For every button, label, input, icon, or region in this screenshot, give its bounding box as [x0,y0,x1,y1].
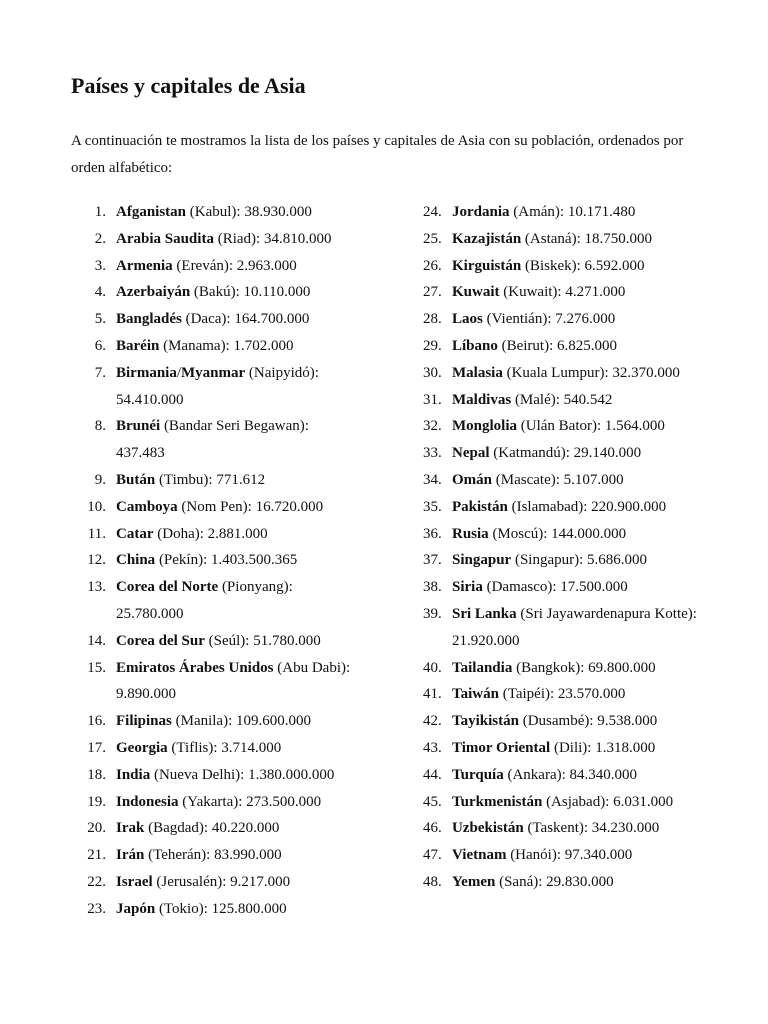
intro-paragraph: A continuación te mostramos la lista de los países y capitales de Asia con su población, ordenados por orden alfabético: [71,133,684,176]
capital-population: (Malé): 540.542 [511,391,613,408]
country-alt-name: Myanmar [181,364,246,381]
list-item-number: 34. [423,471,442,488]
capital-population: (Pionyang): 25.780.000 [116,579,293,622]
country-name: Brunéi [116,418,161,435]
country-name: Malasia [452,364,503,381]
capital-population: (Kuwait): 4.271.000 [499,284,626,301]
list-item-number: 8. [94,418,106,435]
list-item-number: 36. [423,525,442,542]
list-item [71,360,356,414]
country-name: Arabia Saudita [116,230,214,247]
list-item-number: 48. [423,873,442,890]
list-item-number: 47. [423,847,442,864]
list-item-number: 43. [423,739,442,756]
list-item [71,226,356,253]
capital-population: (Daca): 164.700.000 [181,311,310,328]
list-item [423,708,708,735]
country-name: Laos [452,311,483,328]
country-name: Emiratos Árabes Unidos [116,659,274,676]
country-name: Baréin [116,337,160,354]
country-name: Camboya [116,498,178,515]
list-item-number: 46. [423,820,442,837]
list-item [71,896,356,923]
list-item-number: 28. [423,311,442,328]
list-item [423,815,708,842]
list-item-number: 4. [94,284,106,301]
list-item-number: 16. [87,713,106,730]
list-item-number: 41. [423,686,442,703]
country-list-right [423,199,708,896]
list-item-number: 29. [423,337,442,354]
capital-population: (Dusambé): 9.538.000 [518,713,658,730]
list-item [423,681,708,708]
capital-population: (Yakarta): 273.500.000 [178,793,322,810]
country-name: Siria [452,579,483,596]
capital-population: (Asjabad): 6.031.000 [542,793,674,810]
list-item-number: 38. [423,579,442,596]
list-item-number: 5. [94,311,106,328]
country-name: Azerbaiyán [116,284,191,301]
list-item-number: 37. [423,552,442,569]
list-item-number: 21. [87,847,106,864]
list-item-number: 32. [423,418,442,435]
list-item-number: 35. [423,498,442,515]
list-item-number: 39. [423,605,442,622]
country-name: Tayikistán [452,713,519,730]
country-name: Afganistan [116,204,187,220]
country-name: Irán [116,847,145,864]
capital-population: (Damasco): 17.500.000 [482,579,628,596]
capital-population: (Bangkok): 69.800.000 [512,659,656,676]
list-item [71,333,356,360]
list-item [423,333,708,360]
list-item [423,574,708,601]
capital-population: (Bakú): 10.110.000 [190,284,311,301]
list-item-number: 24. [423,204,442,220]
capital-population: (Amán): 10.171.480 [509,204,636,220]
country-name: Pakistán [452,498,508,515]
capital-population: (Tiflis): 3.714.000 [167,739,282,756]
country-separator: / [176,364,182,381]
capital-population: (Teherán): 83.990.000 [144,847,282,864]
list-item [71,413,356,467]
country-name: Indonesia [116,793,179,810]
list-item [71,279,356,306]
country-name: Sri Lanka [452,605,517,622]
list-item [423,306,708,333]
country-name: Turkmenistán [452,793,543,810]
capital-population: (Vientián): 7.276.000 [482,311,616,328]
country-name: Japón [116,900,156,917]
list-item-number: 10. [87,498,106,515]
capital-population: (Astaná): 18.750.000 [521,230,652,247]
country-name: Corea del Sur [116,632,205,649]
capital-population: (Saná): 29.830.000 [495,873,614,890]
capital-population: (Jerusalén): 9.217.000 [152,873,291,890]
list-item-number: 13. [87,579,106,596]
list-item-number: 11. [87,525,106,542]
list-item-number: 42. [423,713,442,730]
capital-population: (Ulán Bator): 1.564.000 [517,418,665,435]
list-item-number: 3. [94,257,106,274]
list-item [423,735,708,762]
capital-population: (Beirut): 6.825.000 [497,337,618,354]
list-item-number: 20. [87,820,106,837]
country-name: Birmania [116,364,177,381]
country-name: Tailandia [452,659,513,676]
country-name: Monglolia [452,418,518,435]
capital-population: (Nueva Delhi): 1.380.000.000 [150,766,335,783]
country-name: Omán [452,471,493,488]
list-item [71,199,356,226]
capital-population: (Taipéi): 23.570.000 [498,686,626,703]
list-item [71,306,356,333]
country-name: Rusia [452,525,489,542]
list-item [423,789,708,816]
country-name: Corea del Norte [116,579,219,596]
list-item [423,494,708,521]
country-list-left [71,199,356,923]
list-item-number: 26. [423,257,442,274]
country-name: Nepal [452,445,490,462]
list-item-number: 22. [87,873,106,890]
list-item-number: 12. [87,552,106,569]
country-name: Armenia [116,257,173,274]
capital-population: (Manama): 1.702.000 [159,337,294,354]
capital-population: (Biskek): 6.592.000 [521,257,645,274]
country-name: Vietnam [452,847,507,864]
list-item [71,628,356,655]
country-name: Jordania [452,204,510,220]
country-name: Filipinas [116,713,172,730]
country-name: Timor Oriental [452,739,551,756]
list-item-number: 40. [423,659,442,676]
list-item [423,869,708,896]
capital-population: (Mascate): 5.107.000 [492,471,624,488]
list-item [423,601,708,655]
list-item [423,413,708,440]
list-item-number: 17. [87,739,106,756]
capital-population: (Pekín): 1.403.500.365 [155,552,298,569]
list-item [71,521,356,548]
list-item [423,547,708,574]
list-item-number: 2. [94,230,106,247]
country-name: Kazajistán [452,230,522,247]
list-item [71,735,356,762]
country-name: Turquía [452,766,504,783]
list-item [423,762,708,789]
capital-population: (Dili): 1.318.000 [550,739,656,756]
capital-population: (Sri Jayawardenapura Kotte): 21.920.000 [452,605,697,649]
country-name: Maldivas [452,391,512,408]
country-name: Singapur [452,552,512,569]
capital-population: (Bagdad): 40.220.000 [144,820,280,837]
capital-population: (Bandar Seri Begawan): 437.483 [116,418,309,462]
capital-population: (Taskent): 34.230.000 [523,820,660,837]
list-item [71,762,356,789]
list-item [71,869,356,896]
capital-population: (Riad): 34.810.000 [213,230,332,247]
list-item [423,842,708,869]
capital-population: (Ereván): 2.963.000 [172,257,297,274]
list-item [423,360,708,387]
country-name: Kirguistán [452,257,522,274]
capital-population: (Tokio): 125.800.000 [155,900,287,917]
list-item [423,521,708,548]
list-item-number: 33. [423,445,442,462]
capital-population: (Doha): 2.881.000 [153,525,268,542]
country-name: China [116,552,156,569]
country-name: Israel [116,873,153,890]
country-name: Catar [116,525,154,542]
capital-population: (Singapur): 5.686.000 [511,552,648,569]
list-item [71,708,356,735]
capital-population: (Hanói): 97.340.000 [506,847,633,864]
list-item [71,842,356,869]
capital-population: (Timbu): 771.612 [155,471,266,488]
list-item [71,547,356,574]
list-item [423,467,708,494]
list-item [71,467,356,494]
country-name: Taiwán [452,686,499,703]
list-item-number: 1. [94,204,106,220]
capital-population: (Islamabad): 220.900.000 [507,498,667,515]
capital-population: (Kuala Lumpur): 32.370.000 [502,364,680,381]
list-item-number: 15. [87,659,106,676]
list-item-number: 14. [87,632,106,649]
list-item [71,655,356,709]
list-item-number: 27. [423,284,442,301]
capital-population: (Naipyidó): 54.410.000 [116,364,319,408]
list-item-number: 25. [423,230,442,247]
country-name: Georgia [116,739,168,756]
list-item [71,789,356,816]
country-name: Bután [116,471,156,488]
country-name: Bangladés [116,311,182,328]
list-item [423,226,708,253]
list-item [71,253,356,280]
list-item [71,494,356,521]
capital-population: (Seúl): 51.780.000 [204,632,321,649]
list-item-number: 31. [423,391,442,408]
list-item-number: 7. [94,364,106,381]
country-name: Uzbekistán [452,820,524,837]
list-item [423,253,708,280]
capital-population: (Abu Dabi): 9.890.000 [116,659,351,703]
capital-population: (Nom Pen): 16.720.000 [177,498,324,515]
list-item-number: 19. [87,793,106,810]
country-name: Yemen [452,873,496,890]
country-name: Líbano [452,337,498,354]
capital-population: (Kabul): 38.930.000 [186,204,312,220]
list-item [423,199,708,226]
list-item-number: 30. [423,364,442,381]
list-item [423,440,708,467]
list-item [71,815,356,842]
list-item-number: 44. [423,766,442,783]
list-item-number: 6. [94,337,106,354]
country-name: Irak [116,820,145,837]
list-item-number: 45. [423,793,442,810]
capital-population: (Manila): 109.600.000 [171,713,312,730]
list-item-number: 18. [87,766,106,783]
list-item-number: 9. [94,471,106,488]
list-item [423,655,708,682]
capital-population: (Ankara): 84.340.000 [503,766,638,783]
list-item [423,279,708,306]
list-item [423,387,708,414]
list-item [71,574,356,628]
capital-population: (Moscú): 144.000.000 [488,525,627,542]
country-name: India [116,766,151,783]
page-title: Países y capitales de Asia [71,73,306,98]
capital-population: (Katmandú): 29.140.000 [489,445,642,462]
country-name: Kuwait [452,284,500,301]
list-item-number: 23. [87,900,106,917]
